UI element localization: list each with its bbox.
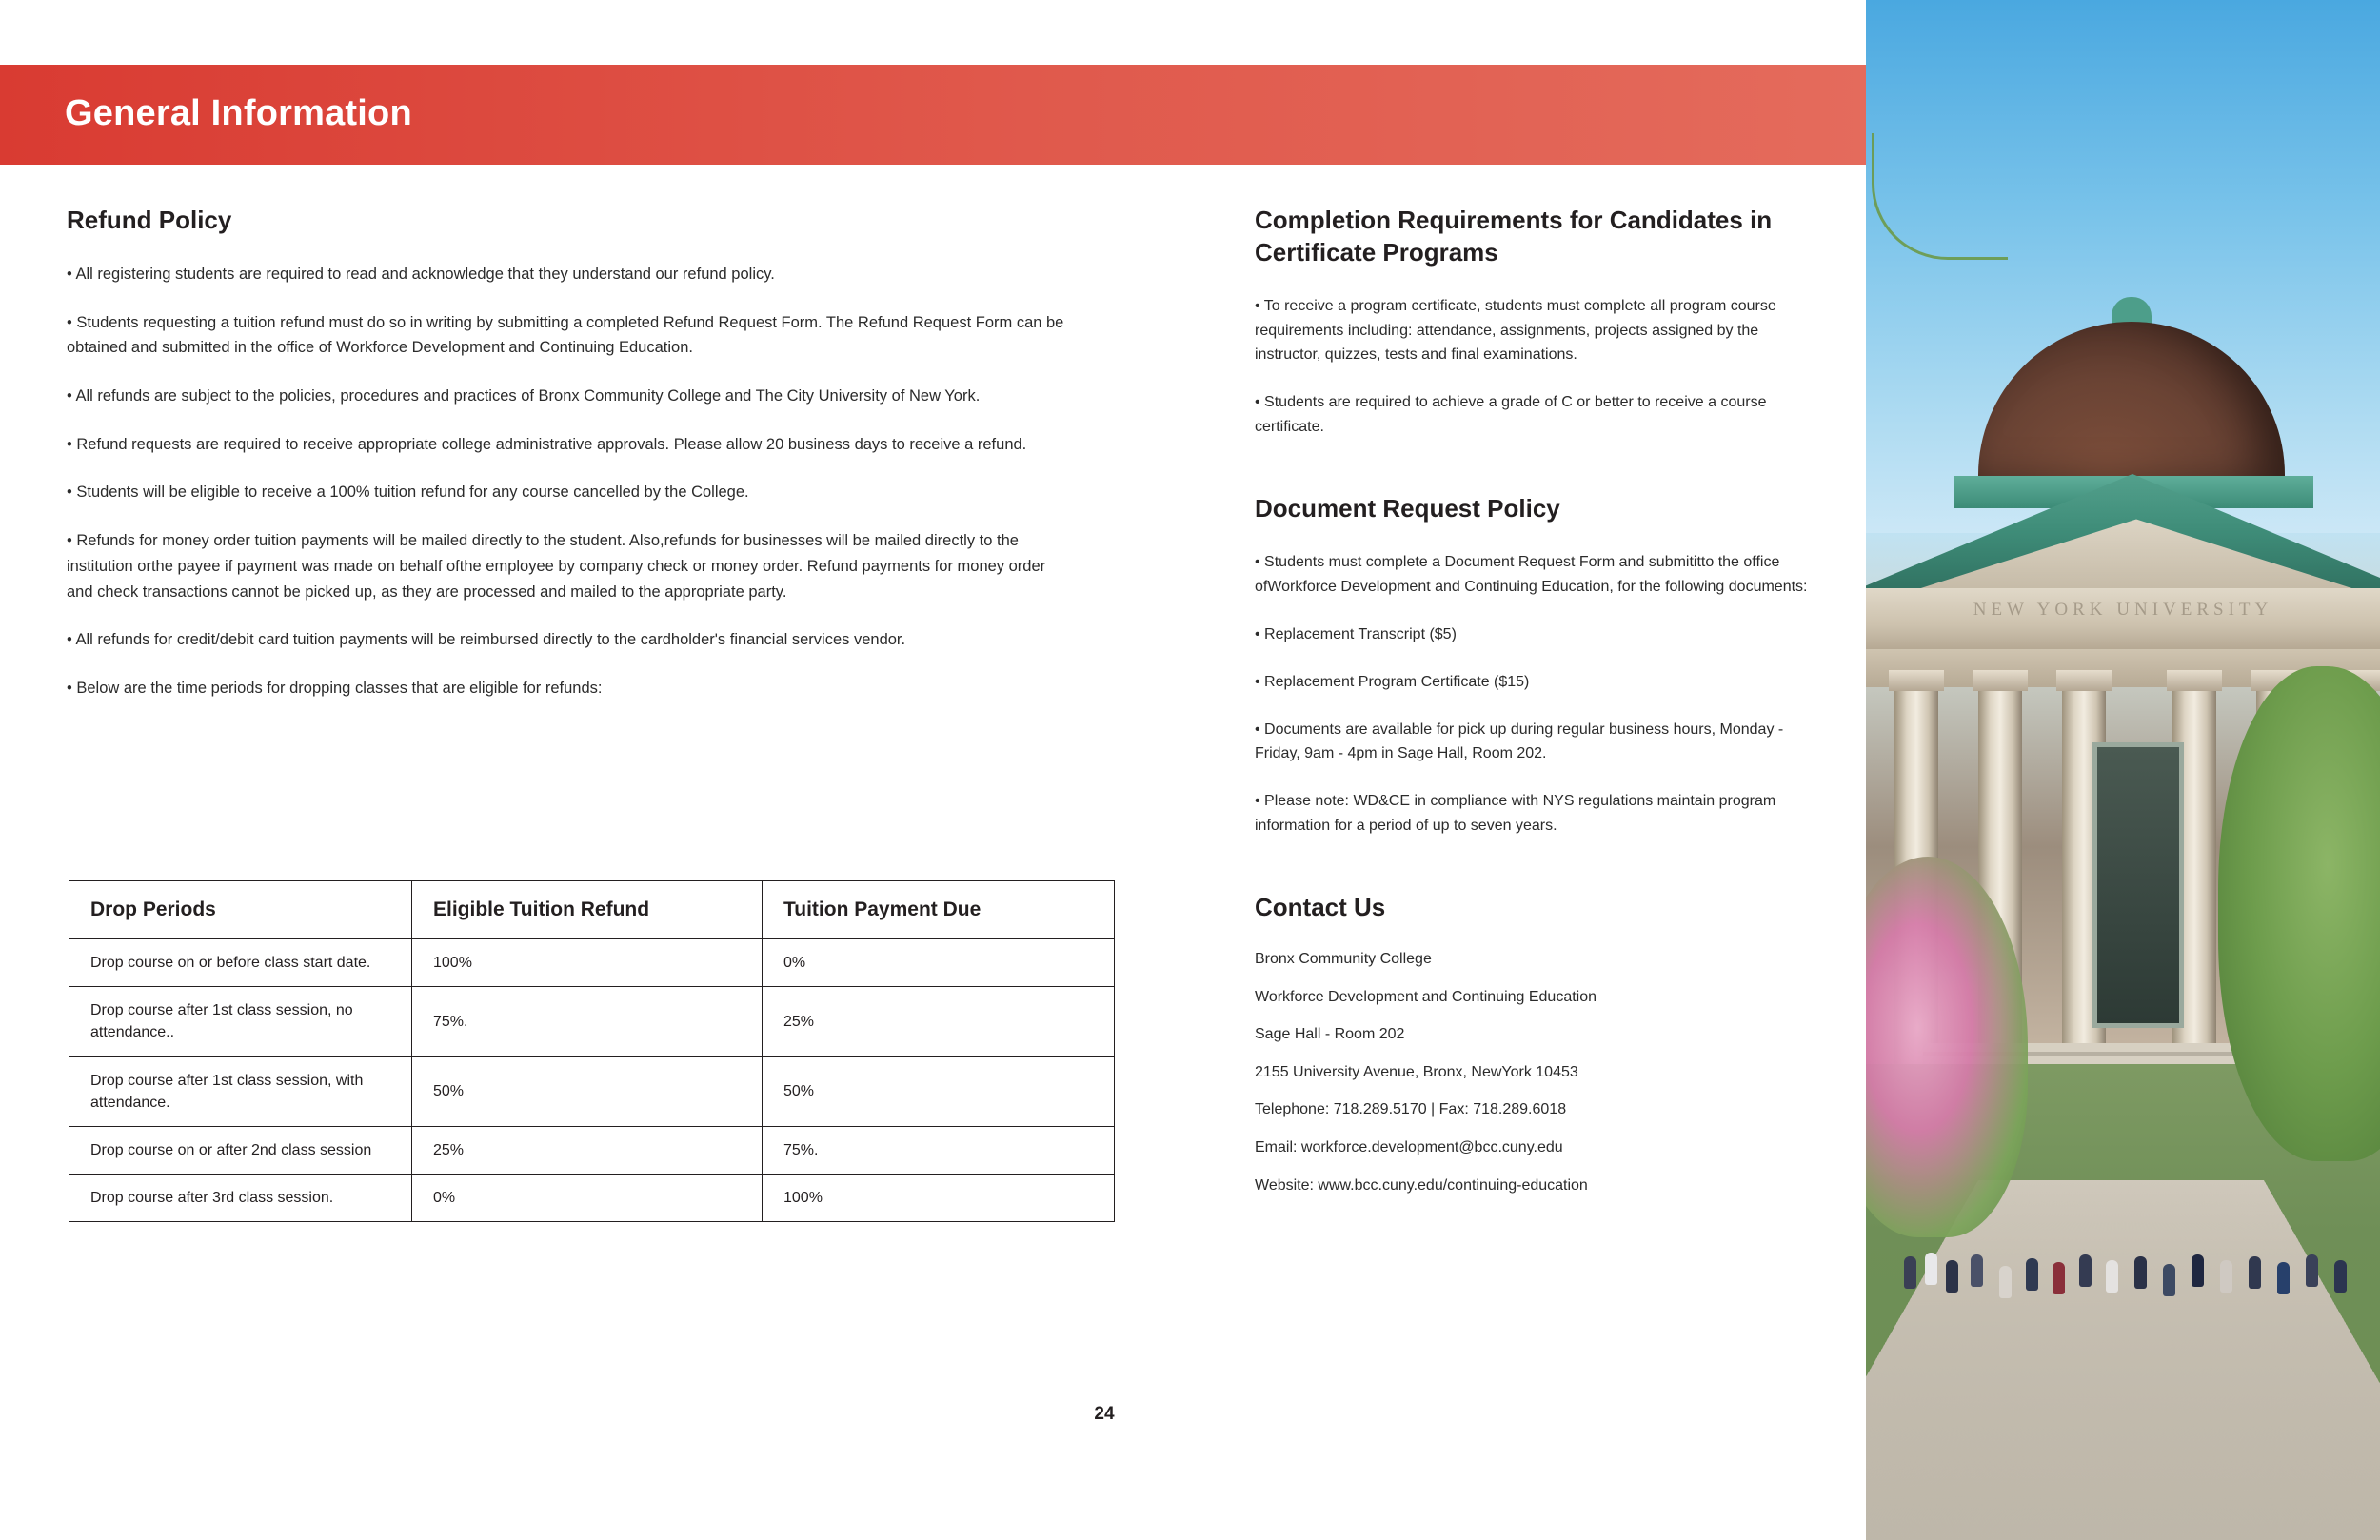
refund-bullet-3: • All refunds are subject to the policies, procedures and practices of Bronx Community College and The City University of New York.	[67, 386, 981, 405]
contact-line-department: Workforce Development and Continuing Education	[1255, 988, 1597, 1005]
cell-drop-period: Drop course after 3rd class session.	[69, 1175, 412, 1222]
refund-policy-heading: Refund Policy	[67, 206, 232, 234]
cell-drop-period: Drop course after 1st class session, no attendance..	[69, 987, 412, 1056]
contact-details	[1255, 949, 1826, 1195]
refund-schedule-table	[69, 880, 1115, 1222]
table-header-row	[69, 881, 1115, 939]
cell-drop-period: Drop course after 1st class session, with attendance.	[69, 1056, 412, 1126]
page-title: General Information	[65, 93, 412, 133]
refund-bullet-2: • Students requesting a tuition refund must do so in writing by submitting a completed Refund Request Form. The Refund Request Form can be obtained and submitted in the office of Workforce Development and Continuing Education.	[67, 313, 1064, 357]
cell-tuition-due: 100%	[763, 1175, 1115, 1222]
refund-bullet-8: • Below are the time periods for dropping classes that are eligible for refunds:	[67, 679, 603, 697]
refund-bullet-4: • Refund requests are required to receive appropriate college administrative approvals. Please allow 20 business days to receive a refund.	[67, 435, 1027, 453]
refund-bullet-1: • All registering students are required to read and acknowledge that they understand our refund policy.	[67, 265, 775, 283]
table-row	[69, 1175, 1115, 1222]
cell-drop-period: Drop course on or after 2nd class session	[69, 1126, 412, 1174]
document-bullet-5: • Please note: WD&CE in compliance with NYS regulations maintain program information for a period of up to seven years.	[1255, 793, 1776, 835]
cell-tuition-due: 75%.	[763, 1126, 1115, 1174]
left-column	[67, 205, 1076, 724]
refund-schedule-table-wrapper	[69, 880, 1114, 1222]
document-bullet-1: • Students must complete a Document Request Form and submititto the office ofWorkforce Development and Continuing Education, for the following documents:	[1255, 553, 1808, 595]
photo-building-inscription: NEW YORK UNIVERSITY	[1973, 600, 2273, 620]
table-row	[69, 1056, 1115, 1126]
cell-eligible-refund: 100%	[412, 939, 763, 987]
contact-line-telephone: Telephone: 718.289.5170 | Fax: 718.289.6018	[1255, 1101, 1567, 1118]
right-column	[1255, 205, 1826, 1213]
refund-bullet-6: • Refunds for money order tuition payments will be mailed directly to the student. Also,refunds for businesses will be mailed directly to the institution orthe payee if payment was made on behalf ofthe employee by company check or money order. Refund payments for money order and check transactions cannot be picked up, as they are processed and mailed to the appropriate party.	[67, 532, 1046, 601]
cell-tuition-due: 0%	[763, 939, 1115, 987]
completion-bullet-2: • Students are required to achieve a grade of C or better to receive a course certificate.	[1255, 394, 1767, 436]
photo-crowd	[1866, 1237, 2380, 1342]
table-row	[69, 939, 1115, 987]
column-header-eligible-refund: Eligible Tuition Refund	[412, 881, 763, 939]
completion-bullet-1: • To receive a program certificate, students must complete all program course requirements including: attendance, assignments, projects assigned by the instructor, quizzes, tests and final examinations.	[1255, 297, 1776, 364]
campus-photo	[1866, 0, 2380, 1540]
contact-line-room: Sage Hall - Room 202	[1255, 1026, 1405, 1043]
contact-line-website: Website: www.bcc.cuny.edu/continuing-education	[1255, 1176, 1588, 1194]
cell-tuition-due: 25%	[763, 987, 1115, 1056]
cell-tuition-due: 50%	[763, 1056, 1115, 1126]
table-row	[69, 1126, 1115, 1174]
document-bullet-4: • Documents are available for pick up during regular business hours, Monday - Friday, 9am - 4pm in Sage Hall, Room 202.	[1255, 721, 1784, 762]
photo-green-tree	[2218, 666, 2380, 1161]
contact-line-address: 2155 University Avenue, Bronx, NewYork 10453	[1255, 1063, 1578, 1080]
cell-eligible-refund: 0%	[412, 1175, 763, 1222]
column-header-tuition-due: Tuition Payment Due	[763, 881, 1115, 939]
contact-line-email: Email: workforce.development@bcc.cuny.edu	[1255, 1138, 1563, 1155]
completion-requirements-heading: Completion Requirements for Candidates in Certificate Programs	[1255, 206, 1773, 267]
contact-us-heading: Contact Us	[1255, 893, 1386, 922]
column-header-drop-periods: Drop Periods	[69, 881, 412, 939]
cell-eligible-refund: 50%	[412, 1056, 763, 1126]
cell-eligible-refund: 75%.	[412, 987, 763, 1056]
photo-entry-door	[2092, 742, 2184, 1028]
document-bullet-2: • Replacement Transcript ($5)	[1255, 625, 1457, 642]
cell-drop-period: Drop course on or before class start date.	[69, 939, 412, 987]
document-request-heading: Document Request Policy	[1255, 494, 1560, 523]
contact-line-college: Bronx Community College	[1255, 950, 1432, 967]
document-bullet-3: • Replacement Program Certificate ($15)	[1255, 673, 1530, 690]
table-row	[69, 987, 1115, 1056]
refund-bullet-7: • All refunds for credit/debit card tuition payments will be reimbursed directly to the cardholder's financial services vendor.	[67, 631, 906, 649]
cell-eligible-refund: 25%	[412, 1126, 763, 1174]
page-number: 24	[1094, 1404, 1115, 1424]
page-top-margin	[0, 0, 1866, 65]
refund-bullet-5: • Students will be eligible to receive a 100% tuition refund for any course cancelled by the College.	[67, 484, 749, 502]
